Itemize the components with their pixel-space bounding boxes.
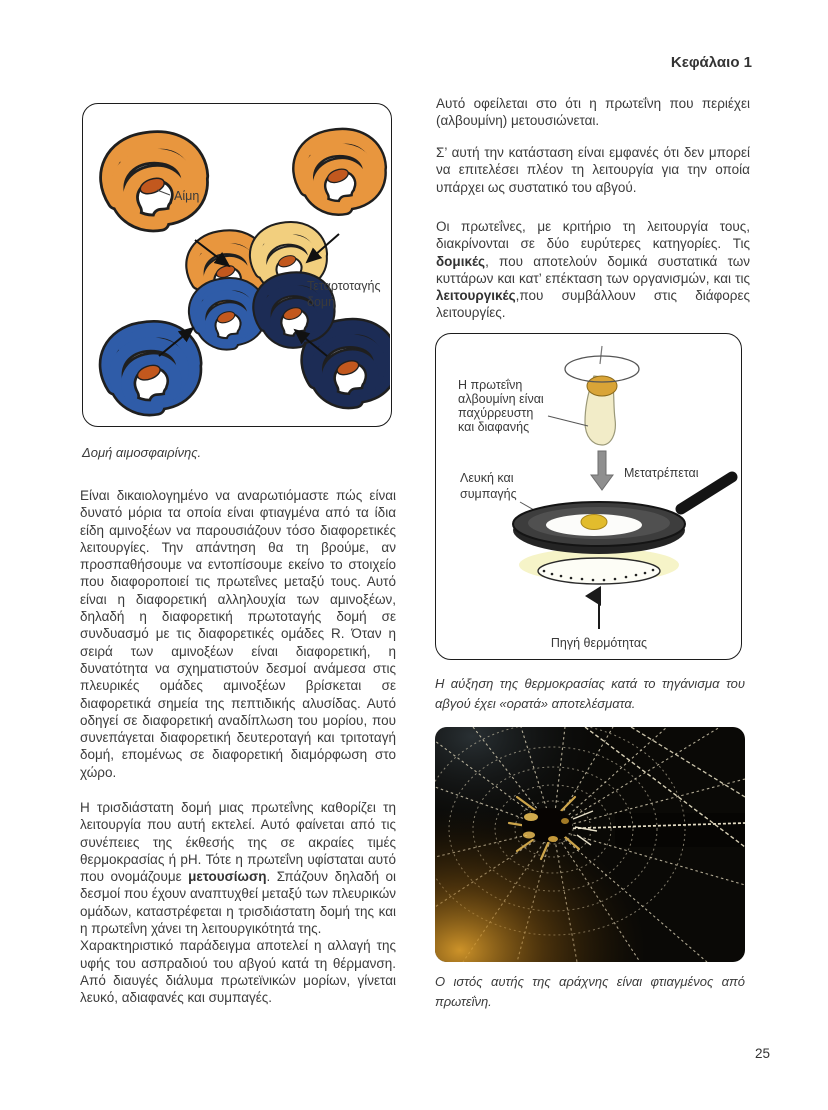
subunit-alpha-2 bbox=[300, 136, 379, 208]
egg-figure-caption: Η αύξηση της θερμοκρασίας κατά το τηγάνισμα του αβγού έχει «ορατά» αποτελέσματα. bbox=[435, 676, 745, 711]
down-arrow-icon bbox=[591, 451, 613, 490]
text-run: Οι πρωτεΐνες, με κριτήριο τη λειτουργία τους, διακρίνονται σε δύο ευρύτερες κατηγορίες. Τις bbox=[436, 219, 750, 252]
page-number: 25 bbox=[754, 1046, 770, 1061]
cluster-subunit-blue bbox=[195, 284, 261, 344]
shell-crack-line bbox=[600, 346, 602, 364]
transform-label: Μετατρέπεται bbox=[624, 466, 699, 480]
bold-term-metousiosi: μετουσίωση bbox=[188, 869, 267, 885]
right-paragraph-3 bbox=[436, 218, 750, 322]
albumin-label-line4: και διαφανής bbox=[458, 420, 530, 434]
cooked-egg-yolk bbox=[581, 515, 607, 530]
right-paragraph-1: Αυτό οφείλεται στο ότι η πρωτεΐνη που περιέχει (αλβουμίνη) μετουσιώνεται. bbox=[436, 96, 750, 129]
bold-term-domikes: δομικές bbox=[436, 253, 486, 269]
albumin-pointer-line bbox=[548, 416, 588, 426]
cooked-label-line2: συμπαγής bbox=[460, 487, 517, 501]
heme-label: Αίμη bbox=[174, 189, 200, 203]
subunit-alpha-1 bbox=[109, 140, 200, 223]
chapter-header: Κεφάλαιο 1 bbox=[670, 54, 752, 71]
figure-hemoglobin bbox=[82, 103, 392, 427]
figure-spider-web-photo bbox=[435, 727, 745, 962]
frying-pan bbox=[513, 477, 732, 554]
left-paragraph-1: Είναι δικαιολογημένο να αναρωτιόμαστε πώς είναι δυνατό μόρια τα οποία είναι φτιαγμένα από τα ίδια είδη αμινοξέων να παρουσιάζουν τόσο διαφορετικές λειτουργίες. Την απάντηση θα τη βρούμε, αν προσπαθήσουμε να εντοπίσουμε εκείνο το στοιχείο που διαφοροποιεί τις πρωτεΐνες μεταξύ τους. Αυτό είναι η διαφορετική αλληλουχία των αμινοξέων, δηλαδή η διαφορετική πρωτοταγής δομή σε συνδυασμό με τις διαφορετικές ομάδες R. Όταν η σειρά των αμινοξέων είναι διαφορετική, η δυνατότητα να σχηματιστούν δεσμοί ανάμεσα στις πλευρικές ομάδες αμινοξέων βρίσκεται σε διαφορετικά σημεία της πεπτιδικής αλυσίδας. Αυτό οδηγεί σε διαφορετική αναδίπλωση του μορίου, που συνεπάγεται διαφορετική δευτεροταγή και τριτοταγή δομή, επομένως σε διαφορετική διαμόρφωση στο χώρο. bbox=[80, 488, 396, 780]
quaternary-label-line1: Τεταρτοταγής bbox=[307, 279, 381, 293]
text-run: . Σπάζουν δηλαδή οι δεσμοί που έχουν αναπτυχθεί μεταξύ των πλευρικών ομάδων, καταστρέφεται η τρισδιάστατη δομή της και η πρωτεΐνη χάνει τη λειτουργικότητά της. bbox=[80, 869, 396, 937]
burner bbox=[538, 558, 660, 584]
yolk-in-drop bbox=[587, 376, 617, 396]
left-paragraph-2 bbox=[80, 799, 396, 937]
hemoglobin-caption: Δομή αιμοσφαιρίνης. bbox=[82, 445, 202, 460]
bold-term-leitourgikes: λειτουργικές bbox=[436, 288, 516, 304]
subunit-beta-1 bbox=[108, 329, 194, 408]
spider-figure-caption: Ο ιστός αυτής της αράχνης είναι φτιαγμένος από πρωτεΐνη. bbox=[435, 974, 745, 1009]
figure-egg-denaturation bbox=[435, 333, 742, 660]
left-paragraph-3: Χαρακτηριστικό παράδειγμα αποτελεί η αλλαγή της υφής του ασπραδιού του αβγού κατά τη θέρμανση. Από διαυγές διάλυμα πρωτεϊνικών μορίων, γίνεται λευκό, αδιαφανές και συμπαγές. bbox=[80, 938, 396, 1006]
cooked-label-line1: Λευκή και bbox=[460, 471, 514, 485]
albumin-label-line2: αλβουμίνη είναι bbox=[458, 392, 544, 406]
heat-source-label: Πηγή θερμότητας bbox=[550, 636, 648, 650]
quaternary-label-line2: δομή bbox=[307, 295, 336, 309]
albumin-label-line1: Η πρωτεΐνη bbox=[458, 378, 523, 392]
text-run: ,που συμβάλλουν στις διάφορες λειτουργίες. bbox=[436, 288, 750, 321]
spider-web-image bbox=[435, 727, 745, 962]
hemoglobin-diagram bbox=[83, 104, 390, 425]
heme-pointer-line bbox=[157, 190, 170, 195]
right-paragraph-2: Σ’ αυτή την κατάσταση είναι εμφανές ότι δεν μπορεί να επιτελέσει πλέον τη λειτουργία για την οποία υπάρχει ως συστατικό του αβγού. bbox=[436, 145, 750, 195]
text-run: , που αποτελούν δομικά συστατικά των κυττάρων και κατ’ επέκταση των οργανισμών, και τις bbox=[436, 253, 750, 286]
left-paragraph-block-2 bbox=[80, 799, 396, 1007]
egg-diagram bbox=[436, 334, 740, 658]
text-run: Η τρισδιάστατη δομή μιας πρωτεΐνης καθορίζει τη λειτουργία που αυτή εκτελεί. Αυτό φαίνεται από τις συνέπειες της έκθεσής της σε ακραίες τιμές θερμοκρασίας ή pH. Τότε η πρωτεΐνη υφίσταται αυτό που ονομάζουμε bbox=[80, 800, 396, 885]
albumin-label-line3: παχύρρευστη bbox=[458, 406, 534, 420]
pan-handle bbox=[681, 477, 732, 509]
